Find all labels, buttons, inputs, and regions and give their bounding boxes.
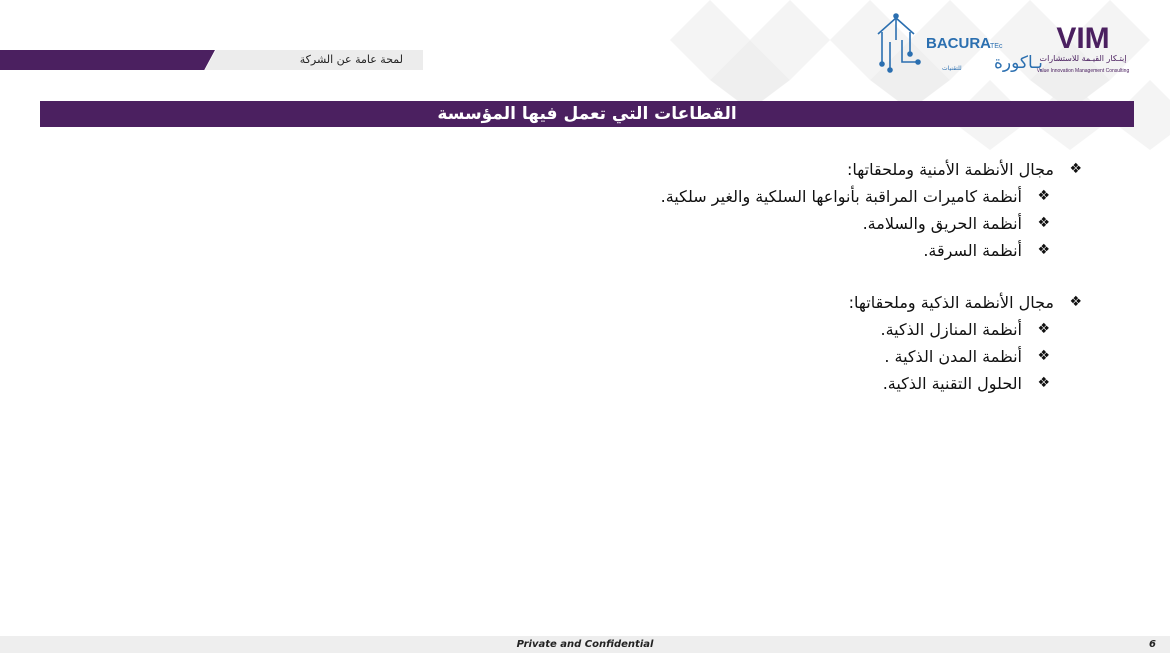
header-accent-band [0,50,215,70]
section-heading-text: مجال الأنظمة الأمنية وملحقاتها: [847,160,1054,179]
diamond-bullet-icon: ❖ [1069,294,1082,310]
diamond-bullet-icon: ❖ [1037,321,1050,337]
diamond-bullet-icon: ❖ [1037,215,1050,231]
vim-wordmark: VIM [1056,22,1110,55]
slide-title-bar [40,101,1134,127]
list-item [482,237,1082,264]
bacura-tec-mark: TEc [990,43,1003,50]
list-item [482,370,1082,397]
section-heading-security [482,156,1082,183]
vim-arabic-name: إبتـكار القيـمة للاستشارات [1039,54,1127,63]
list-item-text: أنظمة السرقة. [923,241,1022,260]
list-item [482,316,1082,343]
diamond-bullet-icon: ❖ [1037,242,1050,258]
diamond-bullet-icon: ❖ [1037,348,1050,364]
section-spacer [482,264,1082,289]
diamond-bullet-icon: ❖ [1037,375,1050,391]
list-item-text: الحلول التقنية الذكية. [882,374,1022,393]
list-item-text: أنظمة المنازل الذكية. [880,320,1022,339]
diamond-bullet-icon: ❖ [1069,161,1082,177]
list-item [482,183,1082,210]
list-item-text: أنظمة المدن الذكية . [884,347,1022,366]
bacura-wordmark: BACURA [926,35,991,52]
list-item-text: أنظمة الحريق والسلامة. [862,214,1022,233]
confidentiality-label: Private and Confidential [516,639,654,650]
header-subtitle: لمحة عامة عن الشركة [299,53,403,66]
diamond-bullet-icon: ❖ [1037,188,1050,204]
slide-title: القطاعات التي تعمل فيها المؤسسة [437,104,737,124]
section-heading-smart [482,289,1082,316]
sectors-list [482,156,1082,397]
list-item [482,210,1082,237]
bacura-house-circuit-icon [878,14,920,72]
page-number: 6 [1149,639,1156,650]
bacura-logo [870,12,1043,74]
bacura-arabic-sub: للتقنيات [942,65,962,72]
slide-footer [0,636,1170,653]
vim-english-name: Value Innovation Management Consulting [1036,68,1130,74]
vim-logo [1028,22,1138,76]
section-heading-text: مجال الأنظمة الذكية وملحقاتها: [848,293,1054,312]
list-item-text: أنظمة كاميرات المراقبة بأنواعها السلكية والغير سلكية. [660,187,1022,206]
list-item [482,343,1082,370]
bacura-arabic-wordmark: بـاكورة [994,53,1043,73]
